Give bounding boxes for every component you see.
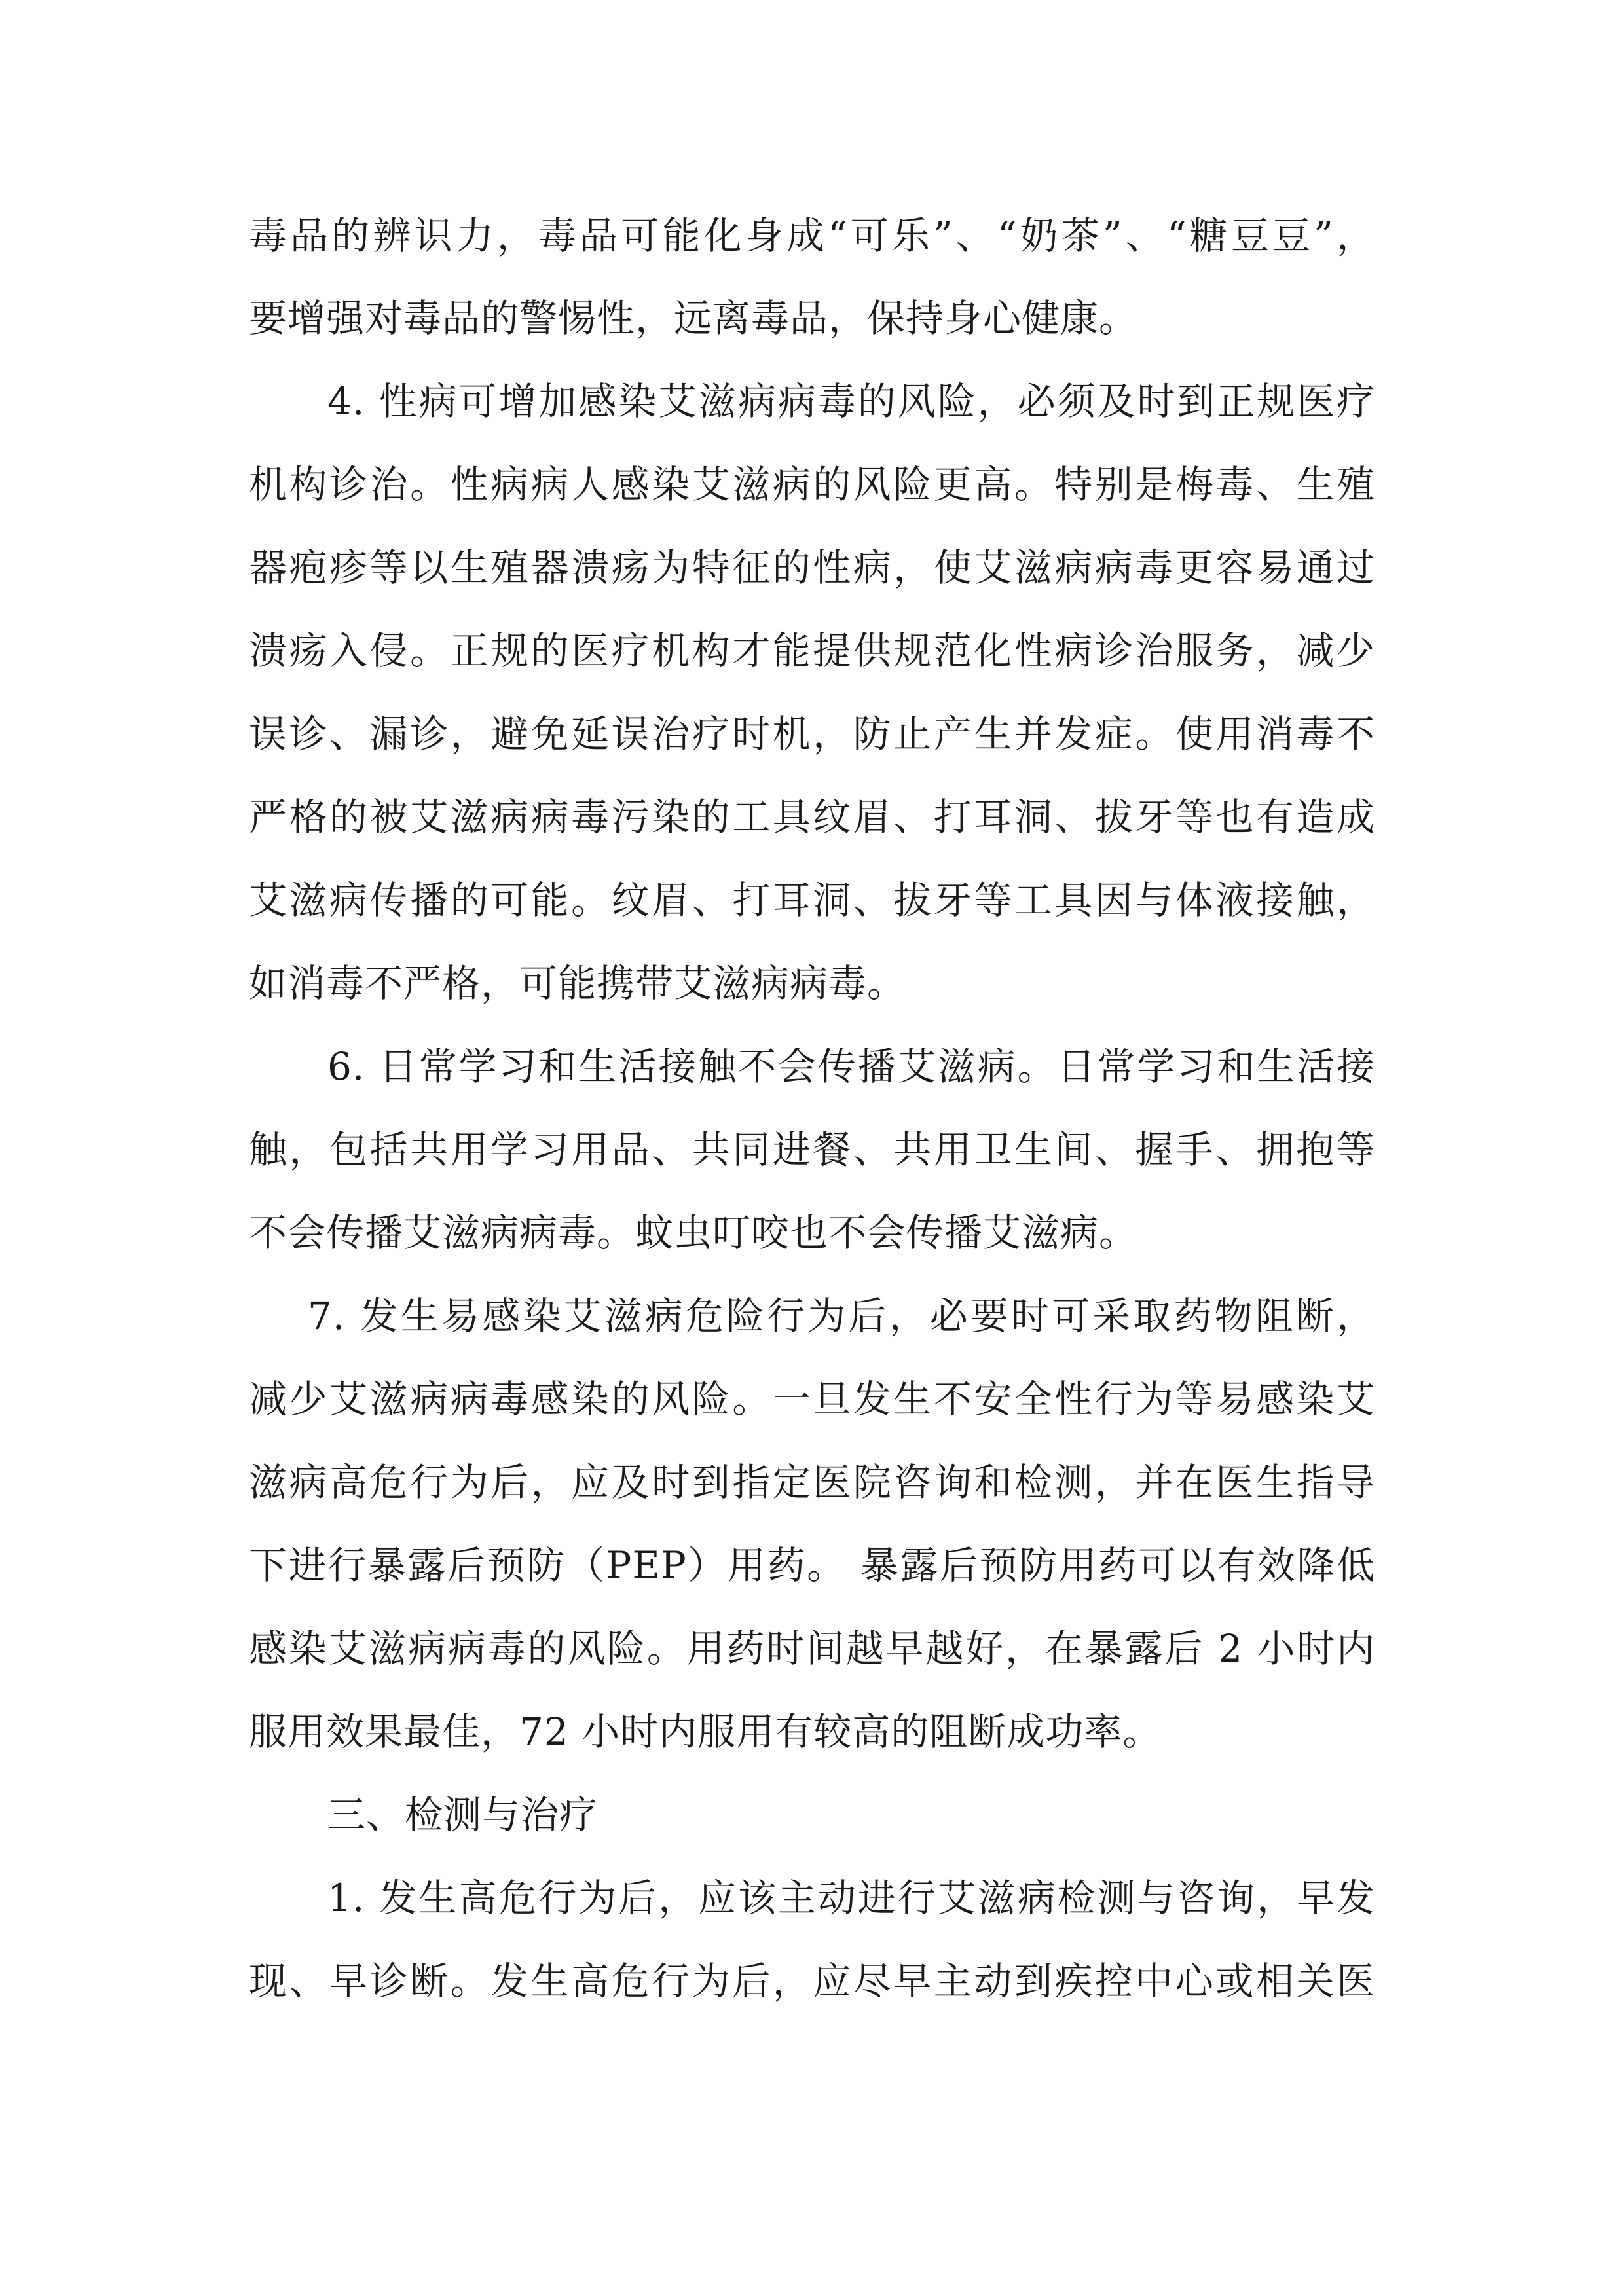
paragraph-line: 服用效果最佳，72 小时内服用有较高的阻断成功率。 bbox=[249, 1709, 1162, 1754]
paragraph-line: 7. 发生易感染艾滋病危险行为后，必要时可采取药物阻断， bbox=[308, 1294, 1375, 1338]
paragraph-line: 严格的被艾滋病病毒污染的工具纹眉、打耳洞、拔牙等也有造成 bbox=[249, 795, 1375, 839]
paragraph-line: 器疱疹等以生殖器溃疡为特征的性病，使艾滋病病毒更容易通过 bbox=[249, 545, 1375, 590]
paragraph-line: 要增强对毒品的警惕性，远离毒品，保持身心健康。 bbox=[249, 296, 1138, 340]
paragraph-line: 误诊、漏诊，避免延误治疗时机，防止产生并发症。使用消毒不 bbox=[249, 712, 1375, 756]
paragraph-line: 机构诊治。性病病人感染艾滋病的风险更高。特别是梅毒、生殖 bbox=[249, 462, 1375, 507]
paragraph-line: 不会传播艾滋病病毒。蚊虫叮咬也不会传播艾滋病。 bbox=[249, 1211, 1138, 1255]
paragraph-line: 现、早诊断。发生高危行为后，应尽早主动到疾控中心或相关医 bbox=[249, 1959, 1375, 2003]
paragraph-line: 4. 性病可增加感染艾滋病病毒的风险，必须及时到正规医疗 bbox=[327, 379, 1375, 424]
paragraph-line: 感染艾滋病病毒的风险。用药时间越早越好，在暴露后 2 小时内 bbox=[249, 1626, 1375, 1671]
paragraph-line: 6. 日常学习和生活接触不会传播艾滋病。日常学习和生活接 bbox=[327, 1044, 1375, 1089]
section-heading: 三、检测与治疗 bbox=[327, 1793, 599, 1837]
paragraph-line: 滋病高危行为后，应及时到指定医院咨询和检测，并在医生指导 bbox=[249, 1460, 1375, 1504]
paragraph-line: 下进行暴露后预防（PEP）用药。 暴露后预防用药可以有效降低 bbox=[249, 1543, 1375, 1588]
paragraph-line: 1. 发生高危行为后，应该主动进行艾滋病检测与咨询，早发 bbox=[327, 1876, 1375, 1920]
paragraph-line: 毒品的辨识力，毒品可能化身成“可乐”、“奶茶”、“糖豆豆”， bbox=[249, 213, 1375, 258]
paragraph-line: 减少艾滋病病毒感染的风险。一旦发生不安全性行为等易感染艾 bbox=[249, 1377, 1375, 1421]
paragraph-line: 艾滋病传播的可能。纹眉、打耳洞、拔牙等工具因与体液接触， bbox=[249, 878, 1375, 922]
paragraph-line: 触，包括共用学习用品、共同进餐、共用卫生间、握手、拥抱等 bbox=[249, 1127, 1375, 1172]
paragraph-line: 溃疡入侵。正规的医疗机构才能提供规范化性病诊治服务，减少 bbox=[249, 629, 1375, 673]
paragraph-line: 如消毒不严格，可能携带艾滋病病毒。 bbox=[249, 961, 906, 1006]
